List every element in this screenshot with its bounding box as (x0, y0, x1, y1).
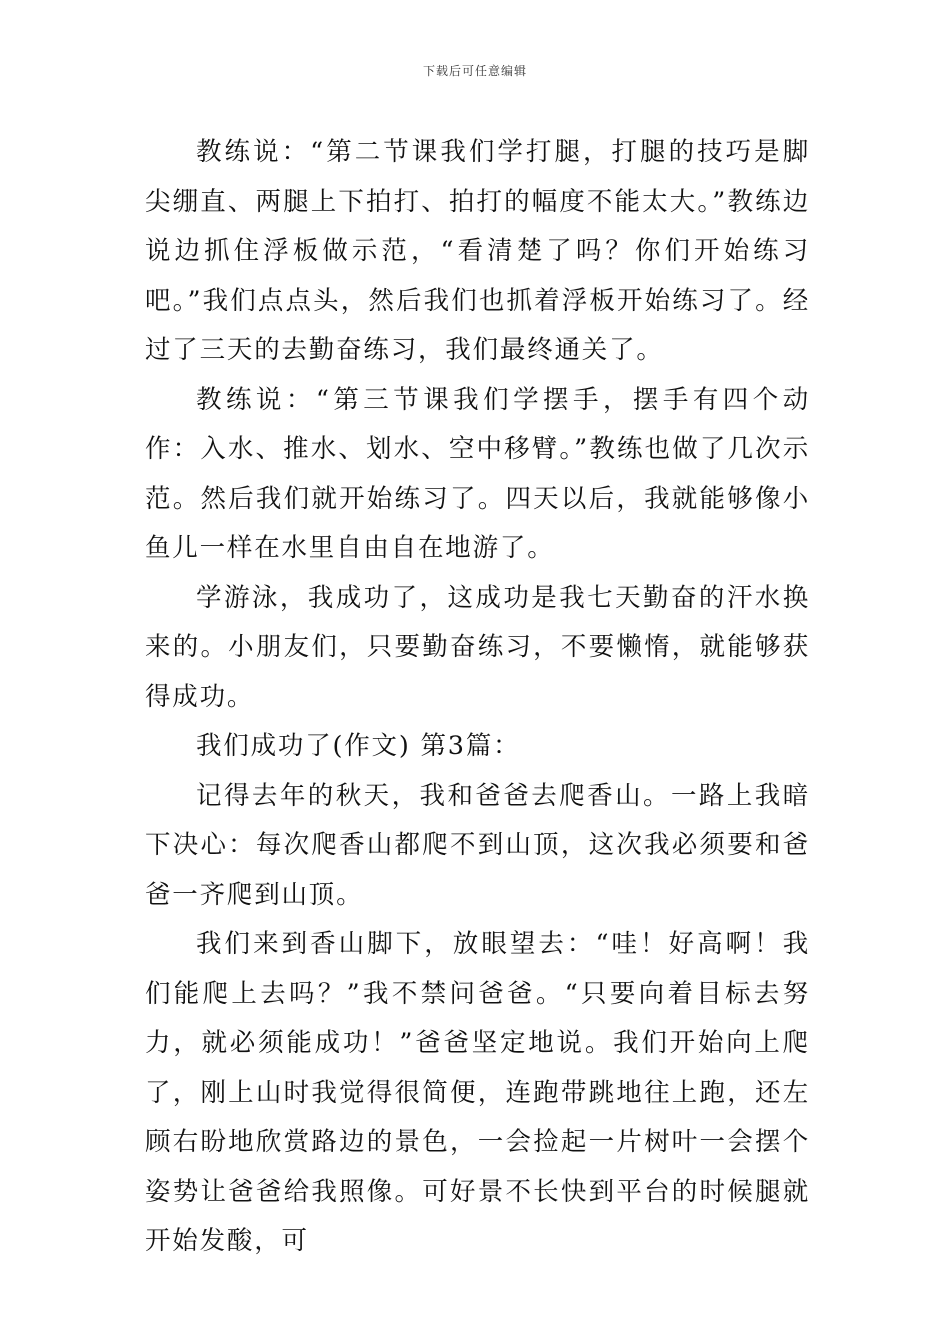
paragraph-kick-lesson: 教练说：“第二节课我们学打腿，打腿的技巧是脚尖绷直、两腿上下拍打、拍打的幅度不能太大。”教练边说边抓住浮板做示范，“看清楚了吗？你们开始练习吧。”我们点点头，然后我们也抓着浮板开始练习了。经过了三天的去勤奋练习，我们最终通关了。 (145, 137, 810, 365)
essay-section-heading: 我们成功了(作文) 第3篇： (196, 731, 521, 761)
paragraph-autumn-hike: 记得去年的秋天，我和爸爸去爬香山。一路上我暗下决心：每次爬香山都爬不到山顶，这次我必须要和爸爸一齐爬到山顶。 (145, 780, 810, 910)
document-body (145, 128, 810, 1267)
paragraph-arm-lesson: 教练说：“第三节课我们学摆手，摆手有四个动作：入水、推水、划水、空中移臂。”教练也做了几次示范。然后我们就开始练习了。四天以后，我就能够像小鱼儿一样在水里自由自在地游了。 (145, 384, 810, 563)
page-header: 下载后可任意编辑 (422, 64, 527, 78)
paragraph-conclusion: 学游泳，我成功了，这成功是我七天勤奋的汗水换来的。小朋友们，只要勤奋练习，不要懒惰，就能够获得成功。 (145, 582, 810, 712)
paragraph-climbing: 我们来到香山脚下，放眼望去：“哇！好高啊！我们能爬上去吗？”我不禁问爸爸。“只要向着目标去努力，就必须能成功！”爸爸坚定地说。我们开始向上爬了，刚上山时我觉得很简便，连跑带跳地往上跑，还左顾右盼地欣赏路边的景色，一会捡起一片树叶一会摆个姿势让爸爸给我照像。可好景不长快到平台的时候腿就开始发酸，可 (145, 929, 810, 1256)
